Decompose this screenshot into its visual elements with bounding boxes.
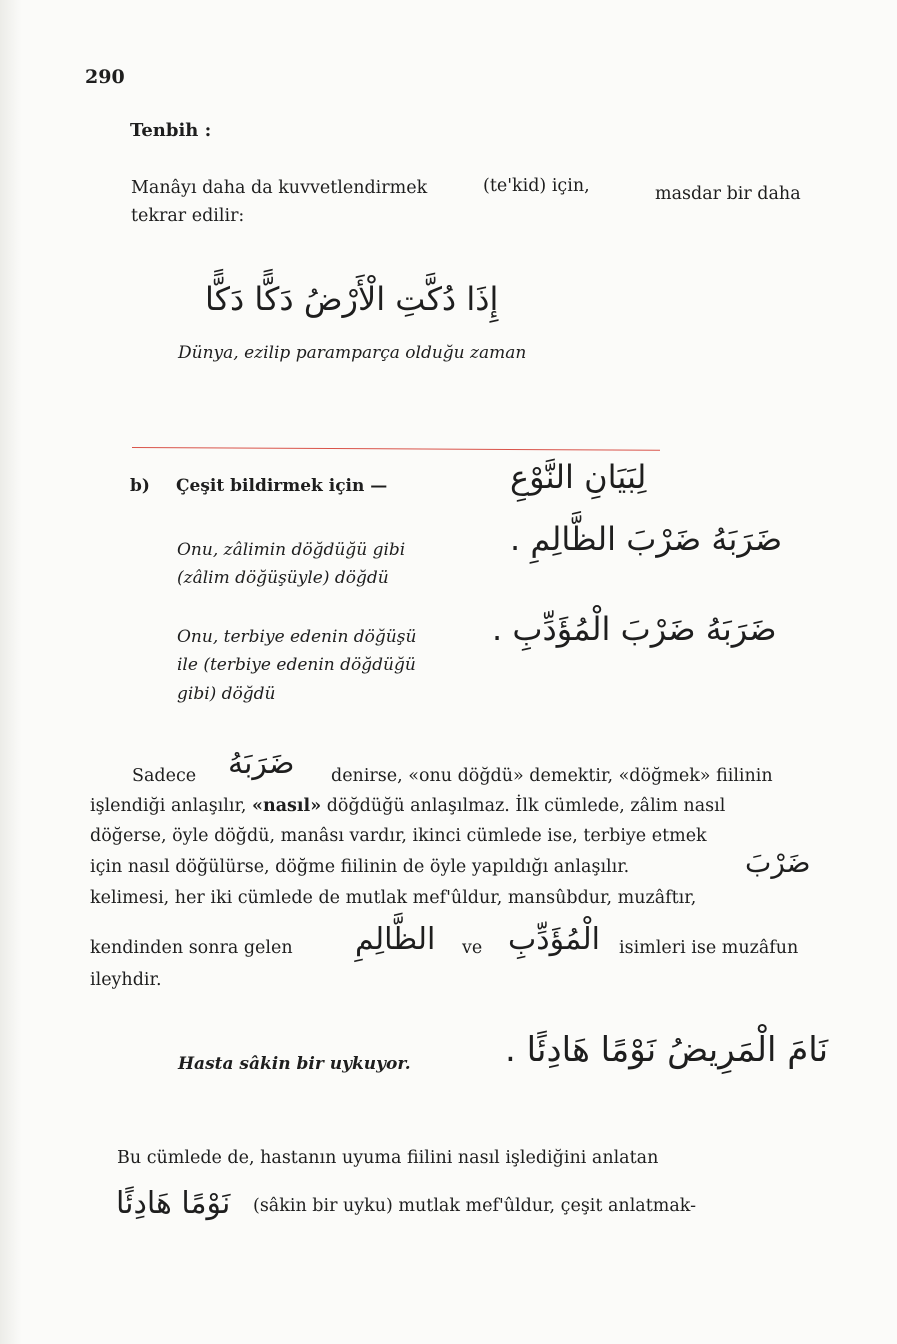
p1-l1-arabic: ضَرَبَهُ bbox=[228, 746, 295, 781]
section-b-title: Çeşit bildirmek için — bbox=[176, 476, 388, 496]
ex1-text-line2: (zâlim döğüşüyle) döğdü bbox=[177, 568, 389, 588]
p2-l2: (sâkin bir uyku) mutlak mef'ûldur, çeşit anlatmak- bbox=[253, 1196, 697, 1216]
section-heading: Tenbih : bbox=[130, 120, 212, 141]
intro-line2: tekrar edilir: bbox=[131, 206, 245, 226]
p1-l2 bbox=[90, 796, 725, 816]
ex2-text-line3: gibi) döğdü bbox=[177, 684, 276, 704]
ex2-text-line2: ile (terbiye edenin döğdüğü bbox=[177, 655, 416, 675]
example3-arabic: نَامَ الْمَرِيضُ نَوْمًا هَادِئًا . bbox=[505, 1030, 829, 1070]
p1-l6-pre: kendinden sonra gelen bbox=[90, 938, 293, 958]
p2-l1: Bu cümlede de, hastanın uyuma fiilini nasıl işlediğini anlatan bbox=[117, 1148, 659, 1168]
ex1-arabic: ضَرَبَهُ ضَرْبَ الظَّالِمِ . bbox=[510, 520, 783, 558]
section-b-label: b) bbox=[130, 476, 150, 496]
ex1-text-line1: Onu, zâlimin döğdüğü gibi bbox=[177, 540, 406, 560]
section-b-arabic-title: لِبَيَانِ النَّوْعِ bbox=[510, 458, 647, 496]
p1-l1-post: denirse, «onu döğdü» demektir, «döğmek» fiilinin bbox=[331, 766, 773, 786]
p1-l6-post: isimleri ise muzâfun bbox=[619, 938, 799, 958]
p1-l7: ileyhdir. bbox=[90, 970, 162, 990]
red-underline-rule bbox=[132, 447, 660, 451]
intro-line1b: (te'kid) için, bbox=[483, 176, 590, 196]
p1-l4-arabic: ضَرْبَ bbox=[745, 846, 811, 879]
p1-l2-bold: «nasıl» bbox=[252, 796, 322, 816]
p1-l1-pre: Sadece bbox=[132, 766, 197, 786]
p1-l6-arabic2: الْمُؤَدِّبِ bbox=[508, 922, 600, 957]
ex2-text-line1: Onu, terbiye edenin döğüşü bbox=[177, 627, 417, 647]
p1-l2-b: döğdüğü anlaşılmaz. İlk cümlede, zâlim nasıl bbox=[321, 796, 726, 816]
example1-translation: Dünya, ezilip paramparça olduğu zaman bbox=[178, 343, 527, 363]
example1-arabic: إِذَا دُكَّتِ الْأَرْضُ دَكًّا دَكًّا bbox=[205, 280, 499, 318]
page-number: 290 bbox=[85, 66, 125, 88]
p1-l3: döğerse, öyle döğdü, manâsı vardır, ikinci cümlede ise, terbiye etmek bbox=[90, 826, 707, 846]
intro-line1a: Manâyı daha da kuvvetlendirmek bbox=[131, 178, 428, 198]
p1-l4: için nasıl döğülürse, döğme fiilinin de öyle yapıldığı anlaşılır. bbox=[90, 857, 630, 877]
p2-l2-arabic: نَوْمًا هَادِئًا bbox=[116, 1186, 231, 1221]
p1-l2-a: işlendiği anlaşılır, bbox=[90, 796, 253, 816]
example3-translation: Hasta sâkin bir uykuyor. bbox=[178, 1054, 411, 1074]
scan-edge-shadow bbox=[0, 0, 22, 1344]
intro-line1c: masdar bir daha bbox=[655, 184, 801, 204]
p1-l6-arabic1: الظَّالِمِ bbox=[355, 922, 436, 957]
p1-l5: kelimesi, her iki cümlede de mutlak mef'ûldur, mansûbdur, muzâftır, bbox=[90, 888, 697, 908]
ex2-arabic: ضَرَبَهُ ضَرْبَ الْمُؤَدِّبِ . bbox=[492, 610, 777, 648]
p1-l6-ve: ve bbox=[462, 938, 483, 958]
